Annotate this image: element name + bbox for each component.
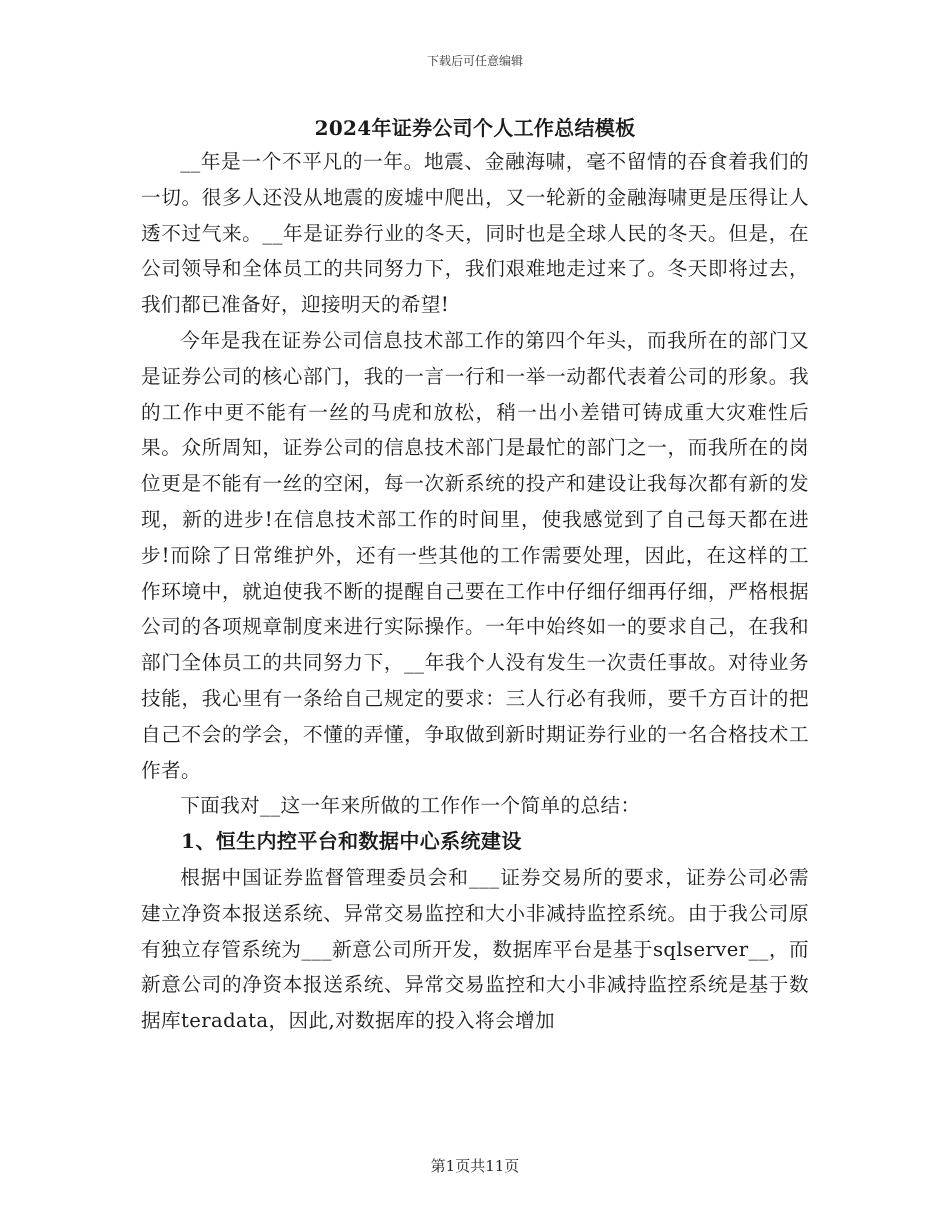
- paragraph-work-review: 今年是我在证券公司信息技术部工作的第四个年头，而我所在的部门又是证券公司的核心部门，我的一言一行和一举一动都代表着公司的形象。我的工作中更不能有一丝的马虎和放松，稍一出小差错可铸成重大灾难性后果。众所周知，证券公司的信息技术部门是最忙的部门之一，而我所在的岗位更是不能有一丝的空闲，每一次新系统的投产和建设让我每次都有新的发现，新的进步!在信息技术部工作的时间里，使我感觉到了自己每天都在进步!而除了日常维护外，还有一些其他的工作需要处理，因此，在这样的工作环境中，就迫使我不断的提醒自己要在工作中仔细仔细再仔细，严格根据公司的各项规章制度来进行实际操作。一年中始终如一的要求自己，在我和部门全体员工的共同努力下，__年我个人没有发生一次责任事故。对待业务技能，我心里有一条给自己规定的要求：三人行必有我师，要千方百计的把自己不会的学会，不懂的弄懂，争取做到新时期证券行业的一名合格技术工作者。: [141, 328, 809, 782]
- paragraph-section-1: 根据中国证券监督管理委员会和___证券交易所的要求，证券公司必需建立净资本报送系统、异常交易监控和大小非减持监控系统。由于我公司原有独立存管系统为___新意公司所开发，数据库平台是基于sqlserver__，而新意公司的净资本报送系统、异常交易监控和大小非减持监控系统是基于数据库teradata，因此,对数据库的投入将会增加: [141, 865, 809, 1033]
- paragraph-intro: __年是一个不平凡的一年。地震、金融海啸，毫不留情的吞食着我们的一切。很多人还没从地震的废墟中爬出，又一轮新的金融海啸更是压得让人透不过气来。__年是证券行业的冬天，同时也是全球人民的冬天。但是，在公司领导和全体员工的共同努力下，我们艰难地走过来了。冬天即将过去，我们都已准备好，迎接明天的希望!: [141, 150, 809, 317]
- document-body: [141, 112, 809, 1039]
- page-footer-number: 第1页共11页: [430, 1157, 520, 1175]
- document-title: 2024年证券公司个人工作总结模板: [314, 116, 636, 140]
- page-header-note: 下载后可任意编辑: [426, 54, 523, 68]
- section-heading-1: 1、恒生内控平台和数据中心系统建设: [181, 829, 522, 854]
- paragraph-summary-lead: 下面我对__这一年来所做的工作作一个简单的总结：: [180, 794, 641, 818]
